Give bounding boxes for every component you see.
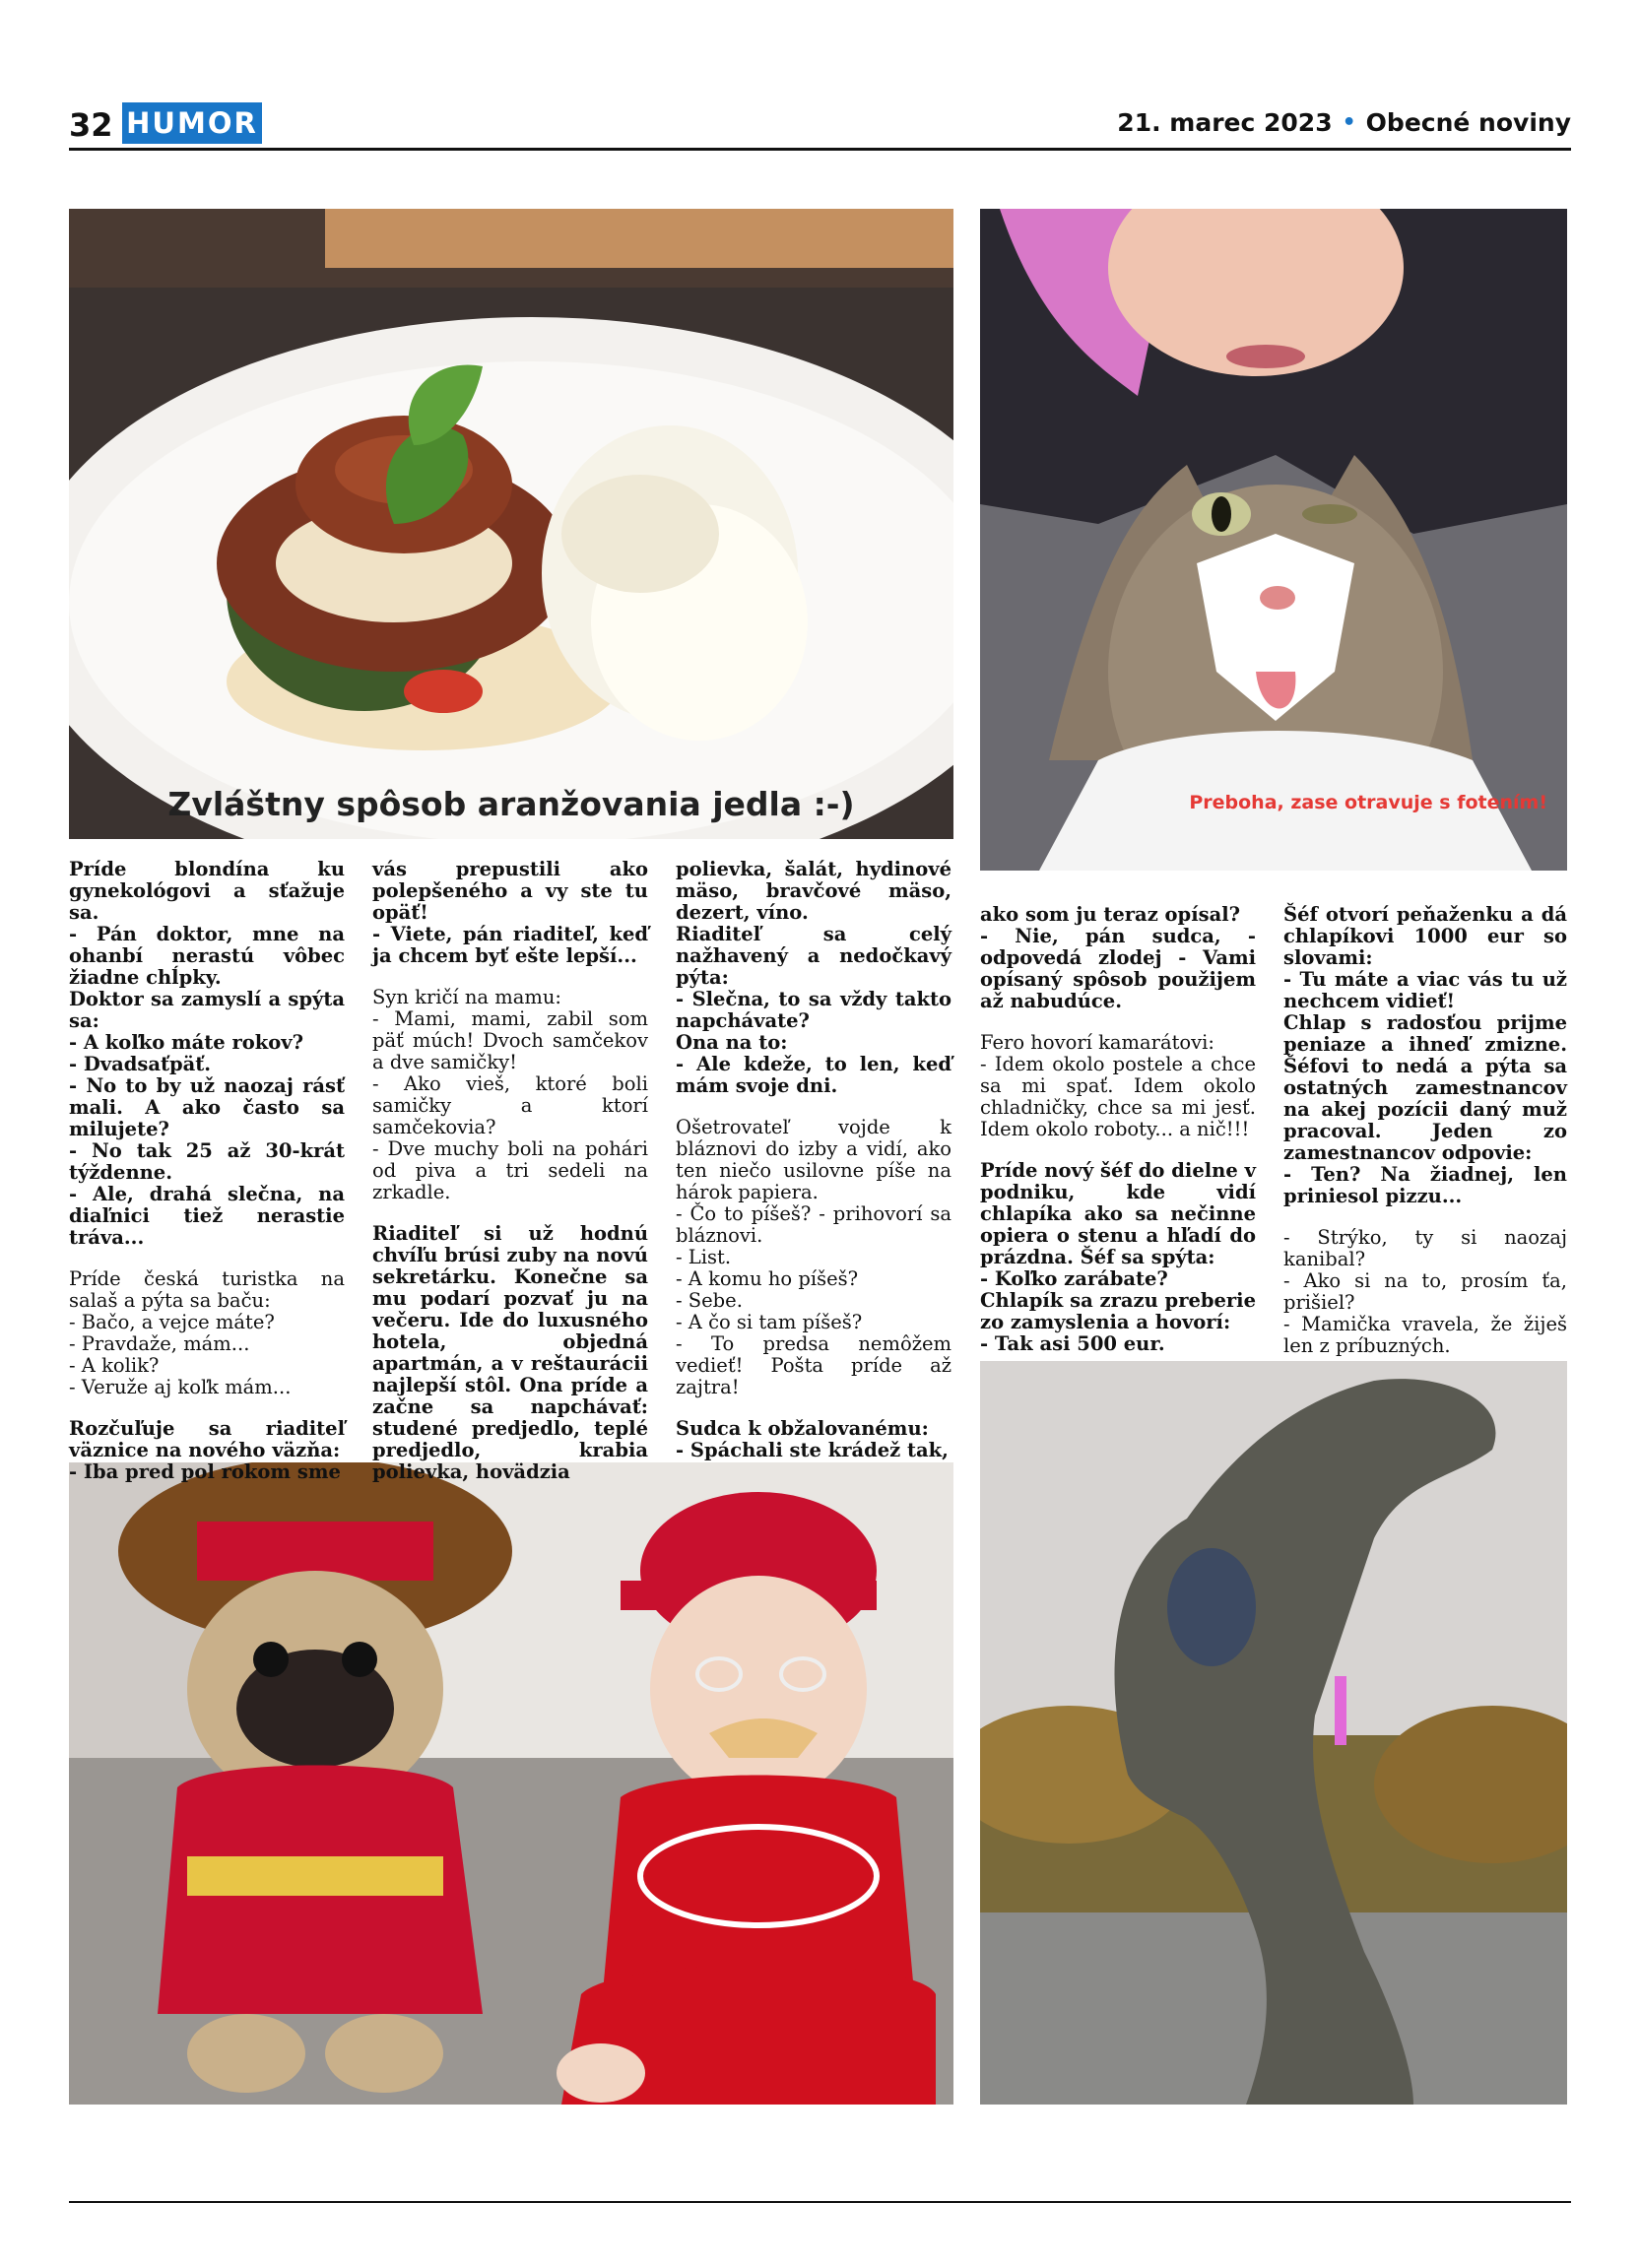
joke-flies: [372, 987, 648, 1203]
text-column-2: [372, 859, 648, 1503]
text-column-4: [980, 904, 1256, 1375]
text-column-3: [676, 859, 951, 1481]
joke-text: Príde česká turistka na salaš a pýta sa baču: - Bačo, a vejce máte? - Pravdaže, mám... - A kolik? - Veruže aj koľk mám...: [69, 1267, 345, 1398]
statue-photo: [980, 1361, 1567, 2105]
joke-text: Šéf otvorí peňaženku a dá chlapíkovi 1000 eur so slovami: - Tu máte a viac vás tu už nechcem vidieť! Chlap s radosťou prijme peniaze a ihneď zmizne. Šéfovi to nedá a pýta sa ostatných zamestnancov na akej pozícii daný muž pracoval. Jeden zo zamestnancov odpovie: - Ten? Na žiadnej, len priniesol pizzu...: [1283, 903, 1567, 1207]
joke-text: - Strýko, ty si naozaj kanibal? - Ako si na to, prosím ťa, prišiel? - Mamička vravela, že žiješ len z príbuzných.: [1283, 1226, 1567, 1357]
pug-baby-photo: [69, 1462, 953, 2105]
cat-illustration: [980, 209, 1567, 871]
food-photo: [69, 209, 953, 839]
joke-prison-end: [372, 859, 648, 967]
joke-prison-start: [69, 1418, 345, 1483]
joke-text: Príde blondína ku gynekológovi a sťažuje sa. - Pán doktor, mne na ohanbí nerastú vôbec žiadne chĺpky. Doktor sa zamyslí a spýta sa: - A koľko máte rokov? - Dvadsaťpäť. - No to by už naozaj rásť mali. A ako často sa milujete? - No tak 25 až 30-krát týždenne. - Ale, drahá slečna, na diaľnici tiež nerastie tráva...: [69, 858, 345, 1249]
cat-photo-caption: Preboha, zase otravuje s fotením!: [1189, 792, 1547, 813]
separator-dot: •: [1342, 110, 1356, 135]
joke-secretary-start: [372, 1223, 648, 1483]
joke-text: Príde nový šéf do dielne v podniku, kde vidí chlapíka ako sa nečinne opiera o stenu a hľadí do prázdna. Šéf sa spýta: - Koľko zarábate? Chlapík sa zrazu preberie zo zamyslenia a hovorí: - Tak asi 500 eur.: [980, 1159, 1256, 1355]
joke-text: Syn kričí na mamu: - Mami, mami, zabil som päť múch! Dvoch samčekov a dve samičky! - Ako vieš, ktoré boli samičky a ktorí samčekovia? - Dve muchy boli na pohári od piva a tri sedeli na zrkadle.: [372, 986, 648, 1203]
joke-text: ako som ju teraz opísal? - Nie, pán sudca, - odpovedá zlodej - Vami opísaný spôsob použijem až nabudúce.: [980, 903, 1256, 1012]
cat-photo: [980, 209, 1567, 871]
joke-text: vás prepustili ako polepšeného a vy ste tu opäť! - Viete, pán riaditeľ, keď ja chcem byť ešte lepší...: [372, 858, 648, 967]
statue-illustration: [980, 1361, 1567, 2105]
publication-name: Obecné noviny: [1365, 108, 1571, 137]
header-rule: [69, 148, 1571, 151]
joke-madman-letter: [676, 1117, 951, 1398]
joke-judge-start: [676, 1418, 951, 1461]
joke-boss-pizza: [1283, 904, 1567, 1207]
food-illustration: [69, 209, 953, 839]
joke-text: Rozčuľuje sa riaditeľ väznice na nového väzňa: - Iba pred pol rokom sme: [69, 1417, 345, 1483]
issue-date: 21. marec 2023: [1117, 108, 1333, 137]
joke-tourist: [69, 1268, 345, 1398]
joke-secretary-end: [676, 859, 951, 1097]
text-column-5: [1283, 904, 1567, 1377]
text-column-1: [69, 859, 345, 1503]
joke-text: Sudca k obžalovanému: - Spáchali ste krádež tak,: [676, 1417, 949, 1461]
footer-rule: [69, 2201, 1571, 2203]
section-label: HUMOR: [122, 102, 262, 144]
joke-text: Riaditeľ si už hodnú chvíľu brúsi zuby na novú sekretárku. Konečne sa mu podarí pozvať ju na večeru. Ide do luxusného hotela, objedná apartmán, a v reštaurácii najlepší stôl. Ona príde a začne sa napchávať: studené predjedlo, teplé predjedlo, krabia polievka, hovädzia: [372, 1222, 648, 1483]
joke-text: polievka, šalát, hydinové mäso, bravčové mäso, dezert, víno. Riaditeľ sa celý nažhavený a nedočkavý pýta: - Slečna, to sa vždy takto napchávate? Ona na to: - Ale kdeže, to len, keď mám svoje dni.: [676, 858, 951, 1097]
pug-baby-illustration: [69, 1462, 953, 2105]
joke-judge-end: [980, 904, 1256, 1012]
joke-cannibal: [1283, 1227, 1567, 1357]
joke-text: Fero hovorí kamarátovi: - Idem okolo postele a chce sa mi spať. Idem okolo chladničky, chce sa mi jesť. Idem okolo roboty... a nič!!!: [980, 1031, 1256, 1140]
food-photo-caption: Zvláštny spôsob aranžovania jedla :-): [167, 785, 855, 823]
page-number: 32: [69, 106, 113, 144]
masthead: [1117, 108, 1571, 137]
joke-fero: [980, 1032, 1256, 1140]
joke-blondine: [69, 859, 345, 1249]
joke-new-boss: [980, 1160, 1256, 1355]
joke-text: Ošetrovateľ vojde k bláznovi do izby a vidí, ako ten niečo usilovne píše na hárok papiera. - Čo to píšeš? - prihovorí sa bláznovi. - List. - A komu ho píšeš? - Sebe. - A čo si tam píšeš? - To predsa nemôžem vedieť! Pošta príde až zajtra!: [676, 1116, 951, 1398]
